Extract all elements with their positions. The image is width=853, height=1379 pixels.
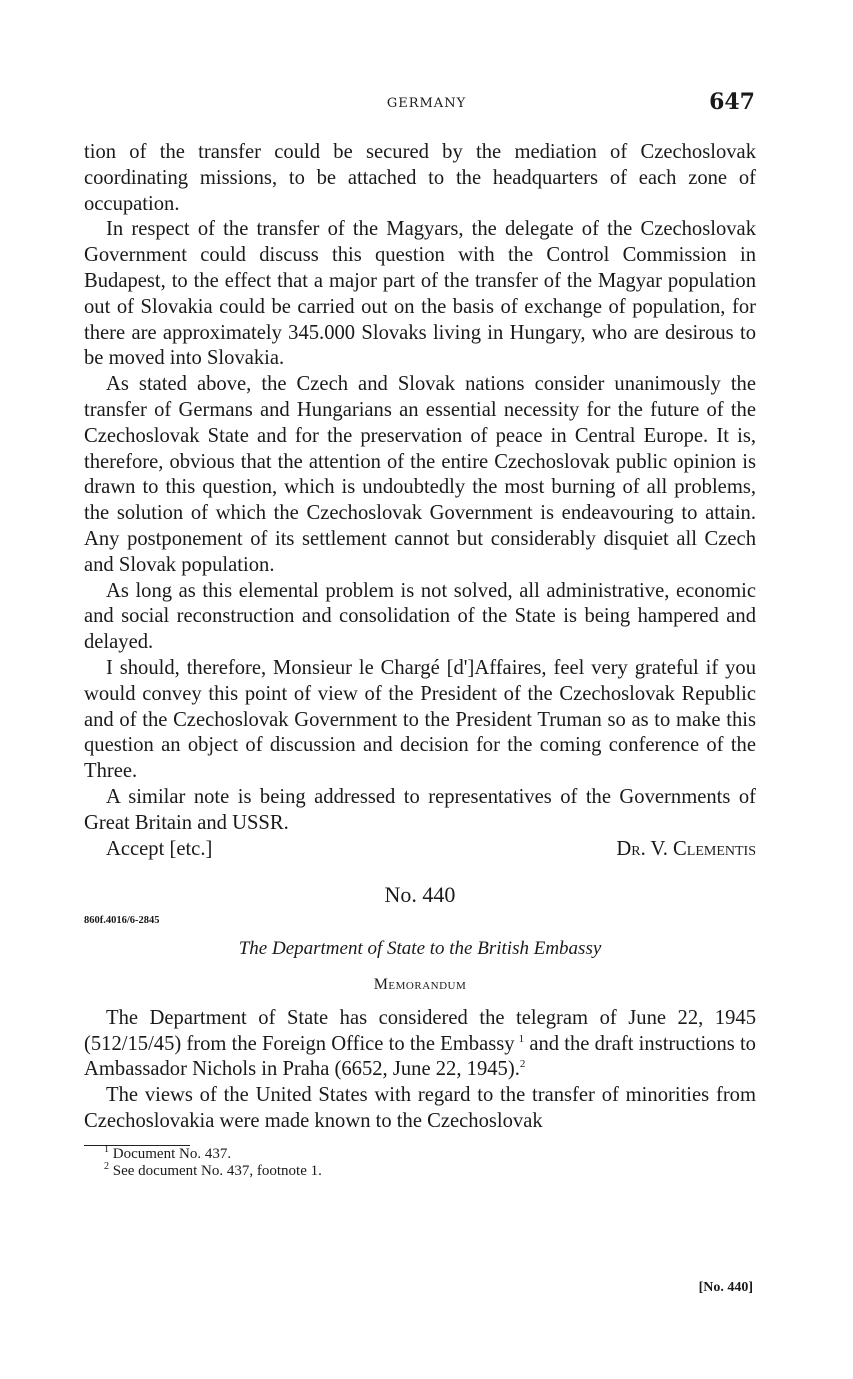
paragraph: tion of the transfer could be secured by the mediation of Czechoslovak coordinating missions, to be attached to the headquarters of each zone of occupation. (84, 141, 756, 215)
document-heading: The Department of State to the British Embassy (238, 938, 602, 960)
body-text (84, 140, 756, 1180)
paragraph: As stated above, the Czech and Slovak nations consider unanimously the transfer of Germans and Hungarians an essential necessity for the future of the Czechoslovak State and for the preservation of peace in Central Europe. It is, therefore, obvious that the attention of the entire Czechoslovak public opinion is drawn to this question, which is undoubtedly the most burning of all problems, the solution of which the Czechoslovak Government is endeavouring to attain. Any postponement of its settlement cannot but considerably disquiet all Czech and Slovak population. (84, 373, 756, 576)
page-number: 647 (709, 89, 755, 115)
document-type: Memorandum (373, 975, 467, 993)
footnote-mark: 2 (104, 1160, 109, 1172)
footnote-text: See document No. 437, footnote 1. (112, 1162, 322, 1179)
running-header-title: GERMANY (386, 96, 467, 111)
document-number: No. 440 (384, 882, 456, 908)
paragraph: As long as this elemental problem is not solved, all administrative, economic and social reconstruction and consolidation of the State is being hampered and delayed. (84, 579, 756, 654)
paragraph: The views of the United States with regard to the transfer of minorities from Czechoslovakia were made known to the Czechoslovak (84, 1084, 756, 1132)
paragraph: A similar note is being addressed to representatives of the Governments of Great Britain and USSR. (84, 785, 756, 834)
file-reference: 860f.4016/6-2845 (84, 915, 160, 927)
footnote-mark: 1 (104, 1143, 109, 1155)
footnote-ref: 2 (519, 1058, 526, 1071)
signatory-name: Dr. V. Clementis (616, 837, 756, 860)
document-bracket-reference: [No. 440] (698, 1280, 753, 1295)
text-run: The Department of State has considered the telegram of June 22, 1945 (512/15/45) from the Foreign Office to the Embassy (84, 1006, 756, 1055)
closing: Accept [etc.] (106, 837, 213, 860)
footnote (84, 1143, 756, 1163)
signature-line (84, 837, 756, 863)
paragraph: I should, therefore, Monsieur le Chargé [d']Affaires, feel very grateful if you would convey this point of view of the President of the Czechoslovak Republic and of the Czechoslovak Government to the President Truman so as to make this question an object of discussion and decision for the coming conference of the Three. (84, 656, 756, 783)
paragraph: In respect of the transfer of the Magyars, the delegate of the Czechoslovak Government could discuss this question with the Control Commission in Budapest, to the effect that a major part of the transfer of the Magyar population out of Slovakia could be carried out on the basis of exchange of population, for there are approximately 345.000 Slovaks living in Hungary, who are desirous to be moved into Slovakia. (84, 218, 756, 370)
paragraph (84, 1006, 756, 1083)
footnote (84, 1160, 756, 1180)
footnote-ref: 1 (518, 1032, 525, 1045)
text-run: and the draft instructions to Ambassador Nichols in Praha (6652, June 22, 1945). (84, 1032, 756, 1081)
footnote-text: Document No. 437. (112, 1145, 232, 1162)
